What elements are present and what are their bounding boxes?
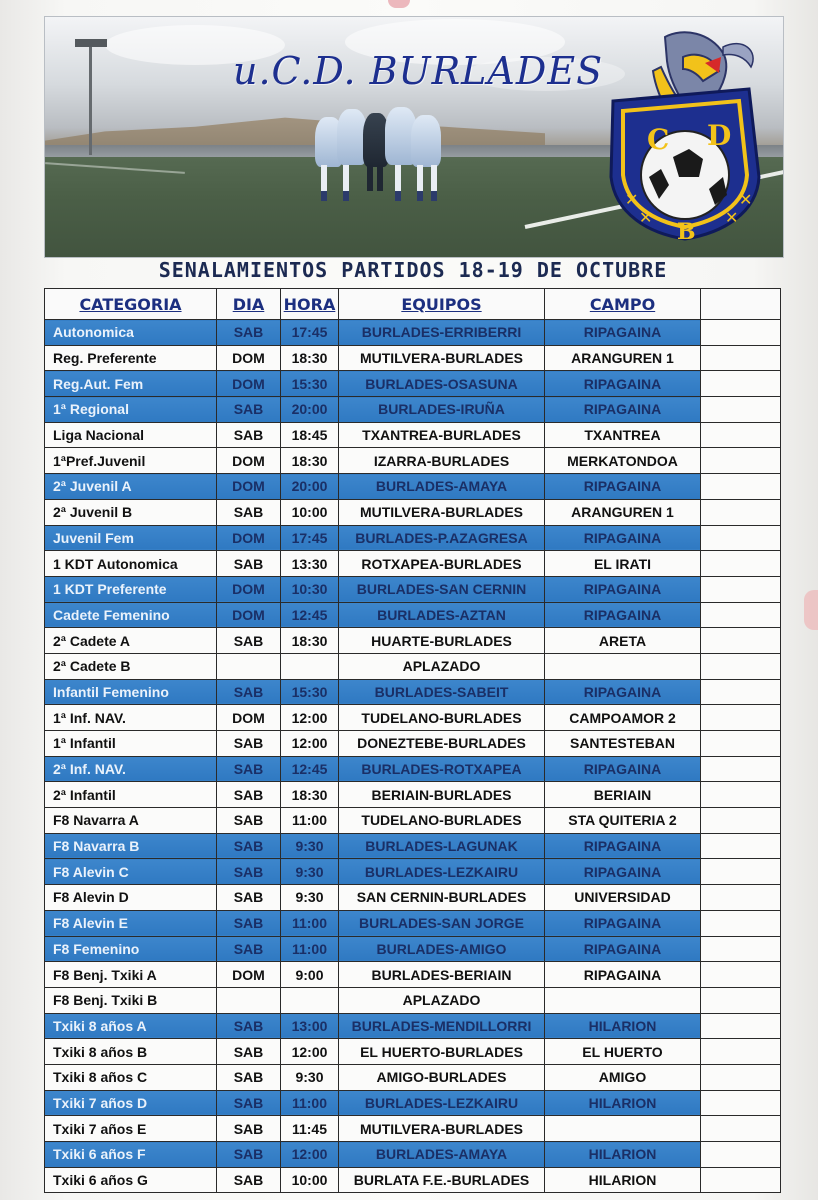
cell-hora: 11:45	[281, 1116, 339, 1142]
table-row	[45, 1142, 781, 1168]
crest-letter-bottom: B	[677, 219, 696, 245]
cell-eq: TUDELANO-BURLADES	[339, 808, 545, 834]
player-sock	[321, 191, 327, 201]
table-row	[45, 962, 781, 988]
player-sock	[395, 191, 401, 201]
cell-hora	[281, 987, 339, 1013]
cell-dia: SAB	[217, 422, 281, 448]
cell-blank	[701, 345, 781, 371]
cell-dia: DOM	[217, 525, 281, 551]
cell-hora	[281, 653, 339, 679]
table-row	[45, 808, 781, 834]
cell-cat: Txiki 8 años C	[45, 1064, 217, 1090]
cell-dia: DOM	[217, 602, 281, 628]
cell-blank	[701, 576, 781, 602]
table-row	[45, 602, 781, 628]
cell-hora: 18:45	[281, 422, 339, 448]
cell-cat: 2ª Cadete A	[45, 628, 217, 654]
cell-cat: 1ª Infantil	[45, 731, 217, 757]
table-row	[45, 345, 781, 371]
player-sock	[431, 191, 437, 201]
cell-hora: 12:00	[281, 705, 339, 731]
cell-blank	[701, 1039, 781, 1065]
cell-campo: HILARION	[545, 1167, 701, 1193]
cell-blank	[701, 1142, 781, 1168]
cell-dia	[217, 987, 281, 1013]
table-row	[45, 422, 781, 448]
cell-dia: SAB	[217, 756, 281, 782]
cell-blank	[701, 1116, 781, 1142]
cell-campo: EL IRATI	[545, 551, 701, 577]
table-row	[45, 397, 781, 423]
cell-campo: HILARION	[545, 1013, 701, 1039]
table-row	[45, 1064, 781, 1090]
cell-dia: SAB	[217, 1116, 281, 1142]
cell-eq: BURLADES-LEZKAIRU	[339, 1090, 545, 1116]
cell-campo	[545, 653, 701, 679]
cell-cat: 2ª Inf. NAV.	[45, 756, 217, 782]
player-leg	[367, 165, 373, 191]
cell-blank	[701, 422, 781, 448]
cell-dia: SAB	[217, 628, 281, 654]
cell-campo: RIPAGAINA	[545, 859, 701, 885]
table-row	[45, 474, 781, 500]
table-row	[45, 371, 781, 397]
cell-campo	[545, 987, 701, 1013]
cell-hora: 17:45	[281, 320, 339, 346]
cell-blank	[701, 1167, 781, 1193]
cell-hora: 12:00	[281, 1142, 339, 1168]
column-header-categoria: CATEGORIA	[45, 289, 217, 320]
cell-eq: MUTILVERA-BURLADES	[339, 345, 545, 371]
cell-blank	[701, 885, 781, 911]
cell-dia: SAB	[217, 1090, 281, 1116]
table-row	[45, 910, 781, 936]
cell-hora: 15:30	[281, 371, 339, 397]
cell-blank	[701, 987, 781, 1013]
floodlight-head	[75, 39, 107, 47]
cell-dia: SAB	[217, 1064, 281, 1090]
cell-cat: Txiki 7 años E	[45, 1116, 217, 1142]
cell-dia	[217, 653, 281, 679]
cell-dia: SAB	[217, 885, 281, 911]
cell-blank	[701, 705, 781, 731]
cell-blank	[701, 551, 781, 577]
red-mark-right	[804, 590, 818, 630]
cell-blank	[701, 731, 781, 757]
cell-eq: APLAZADO	[339, 653, 545, 679]
cell-blank	[701, 397, 781, 423]
cell-campo: TXANTREA	[545, 422, 701, 448]
cell-campo: MERKATONDOA	[545, 448, 701, 474]
cell-cat: Txiki 8 años A	[45, 1013, 217, 1039]
cell-cat: Reg.Aut. Fem	[45, 371, 217, 397]
cell-hora: 18:30	[281, 628, 339, 654]
table-row	[45, 705, 781, 731]
cell-eq: BURLADES-LEZKAIRU	[339, 859, 545, 885]
table-row	[45, 653, 781, 679]
cell-dia: SAB	[217, 808, 281, 834]
cell-hora: 20:00	[281, 474, 339, 500]
player-leg	[377, 165, 383, 191]
cell-dia: DOM	[217, 962, 281, 988]
column-header-hora: HORA	[281, 289, 339, 320]
cell-dia: SAB	[217, 731, 281, 757]
cell-eq: BURLADES-P.AZAGRESA	[339, 525, 545, 551]
cell-cat: Cadete Femenino	[45, 602, 217, 628]
table-row	[45, 1013, 781, 1039]
cell-cat: F8 Benj. Txiki B	[45, 987, 217, 1013]
cell-eq: BURLADES-AMIGO	[339, 936, 545, 962]
cell-hora: 11:00	[281, 936, 339, 962]
cell-hora: 20:00	[281, 397, 339, 423]
cell-dia: SAB	[217, 1039, 281, 1065]
cell-hora: 11:00	[281, 910, 339, 936]
cell-dia: SAB	[217, 1142, 281, 1168]
column-header-campo: CAMPO	[545, 289, 701, 320]
table-header-row	[45, 289, 781, 320]
cell-eq: APLAZADO	[339, 987, 545, 1013]
cell-eq: BURLADES-ROTXAPEA	[339, 756, 545, 782]
cell-campo: HILARION	[545, 1142, 701, 1168]
cell-hora: 18:30	[281, 448, 339, 474]
cell-dia: SAB	[217, 499, 281, 525]
cell-eq: BURLADES-AZTAN	[339, 602, 545, 628]
cell-cat: Txiki 7 años D	[45, 1090, 217, 1116]
cell-campo: AMIGO	[545, 1064, 701, 1090]
cell-blank	[701, 1064, 781, 1090]
cell-eq: BURLADES-IRUÑA	[339, 397, 545, 423]
table-row	[45, 499, 781, 525]
column-header-blank	[701, 289, 781, 320]
cell-blank	[701, 756, 781, 782]
floodlight-pole	[89, 43, 92, 155]
table-row	[45, 987, 781, 1013]
cell-eq: BURLADES-BERIAIN	[339, 962, 545, 988]
cell-campo: ARANGUREN 1	[545, 499, 701, 525]
cell-dia: DOM	[217, 345, 281, 371]
cell-hora: 10:00	[281, 1167, 339, 1193]
cell-eq: BURLADES-AMAYA	[339, 474, 545, 500]
cell-campo: RIPAGAINA	[545, 397, 701, 423]
cell-campo: RIPAGAINA	[545, 679, 701, 705]
cell-blank	[701, 833, 781, 859]
cell-cat: 1 KDT Autonomica	[45, 551, 217, 577]
cell-campo: RIPAGAINA	[545, 320, 701, 346]
cell-dia: DOM	[217, 474, 281, 500]
table-row	[45, 448, 781, 474]
cell-campo: ARETA	[545, 628, 701, 654]
cell-cat: Txiki 6 años G	[45, 1167, 217, 1193]
cell-eq: BURLADES-AMAYA	[339, 1142, 545, 1168]
cell-hora: 9:30	[281, 859, 339, 885]
cell-blank	[701, 371, 781, 397]
cell-cat: 1ªPref.Juvenil	[45, 448, 217, 474]
table-row	[45, 1167, 781, 1193]
cell-campo: UNIVERSIDAD	[545, 885, 701, 911]
cell-eq: BERIAIN-BURLADES	[339, 782, 545, 808]
cell-hora: 9:30	[281, 1064, 339, 1090]
cell-dia: SAB	[217, 551, 281, 577]
cell-eq: AMIGO-BURLADES	[339, 1064, 545, 1090]
table-row	[45, 782, 781, 808]
cell-cat: 2ª Juvenil B	[45, 499, 217, 525]
table-row	[45, 628, 781, 654]
cell-campo: SANTESTEBAN	[545, 731, 701, 757]
cell-hora: 9:00	[281, 962, 339, 988]
cell-campo: RIPAGAINA	[545, 576, 701, 602]
cell-dia: SAB	[217, 859, 281, 885]
cell-blank	[701, 320, 781, 346]
cell-hora: 9:30	[281, 833, 339, 859]
cell-blank	[701, 859, 781, 885]
table-row	[45, 885, 781, 911]
cell-campo: EL HUERTO	[545, 1039, 701, 1065]
cell-dia: SAB	[217, 397, 281, 423]
cell-campo: RIPAGAINA	[545, 602, 701, 628]
cell-cat: F8 Alevin C	[45, 859, 217, 885]
cell-eq: DONEZTEBE-BURLADES	[339, 731, 545, 757]
cell-eq: EL HUERTO-BURLADES	[339, 1039, 545, 1065]
club-title: u.C.D. BURLADES	[233, 49, 604, 93]
cell-dia: SAB	[217, 910, 281, 936]
table-row	[45, 320, 781, 346]
cell-cat: 2ª Infantil	[45, 782, 217, 808]
table-row	[45, 833, 781, 859]
cell-blank	[701, 936, 781, 962]
cell-blank	[701, 499, 781, 525]
cell-blank	[701, 679, 781, 705]
table-row	[45, 936, 781, 962]
cell-eq: ROTXAPEA-BURLADES	[339, 551, 545, 577]
schedule-rows	[45, 320, 781, 1193]
svg-text:✕: ✕	[739, 190, 753, 209]
cell-hora: 12:00	[281, 731, 339, 757]
cell-cat: 1ª Inf. NAV.	[45, 705, 217, 731]
cell-eq: BURLADES-LAGUNAK	[339, 833, 545, 859]
cell-campo: RIPAGAINA	[545, 371, 701, 397]
cell-campo: HILARION	[545, 1090, 701, 1116]
svg-text:✕: ✕	[725, 208, 739, 227]
player-sock	[417, 191, 423, 201]
cell-eq: BURLADES-SAN CERNIN	[339, 576, 545, 602]
cell-cat: 2ª Juvenil A	[45, 474, 217, 500]
player-sock	[343, 191, 349, 201]
cell-campo: RIPAGAINA	[545, 833, 701, 859]
cell-blank	[701, 962, 781, 988]
cell-blank	[701, 474, 781, 500]
cell-dia: DOM	[217, 705, 281, 731]
cell-dia: SAB	[217, 320, 281, 346]
table-row	[45, 525, 781, 551]
cell-hora: 11:00	[281, 808, 339, 834]
cell-hora: 12:45	[281, 756, 339, 782]
cell-cat: 1 KDT Preferente	[45, 576, 217, 602]
cell-blank	[701, 602, 781, 628]
table-row	[45, 1090, 781, 1116]
cell-dia: SAB	[217, 679, 281, 705]
column-header-equipos: EQUIPOS	[339, 289, 545, 320]
cell-blank	[701, 628, 781, 654]
player	[411, 115, 441, 167]
table-row	[45, 679, 781, 705]
cell-eq: BURLADES-SABEIT	[339, 679, 545, 705]
cell-dia: SAB	[217, 1167, 281, 1193]
table-row	[45, 859, 781, 885]
cell-cat: F8 Navarra B	[45, 833, 217, 859]
cell-cat: Reg. Preferente	[45, 345, 217, 371]
cell-blank	[701, 1090, 781, 1116]
schedule-table	[44, 288, 781, 1193]
cell-hora: 18:30	[281, 782, 339, 808]
svg-text:✕: ✕	[625, 190, 639, 209]
player-leg	[431, 165, 437, 191]
player-leg	[417, 165, 423, 191]
player-leg	[395, 165, 401, 191]
cell-campo: RIPAGAINA	[545, 910, 701, 936]
cell-campo: CAMPOAMOR 2	[545, 705, 701, 731]
cell-hora: 13:30	[281, 551, 339, 577]
cell-blank	[701, 808, 781, 834]
cell-blank	[701, 525, 781, 551]
cell-eq: BURLADES-OSASUNA	[339, 371, 545, 397]
cell-cat: Txiki 6 años F	[45, 1142, 217, 1168]
cell-campo: STA QUITERIA 2	[545, 808, 701, 834]
cell-hora: 18:30	[281, 345, 339, 371]
cell-campo: RIPAGAINA	[545, 756, 701, 782]
player-leg	[321, 165, 327, 191]
cell-hora: 12:00	[281, 1039, 339, 1065]
cell-blank	[701, 448, 781, 474]
cell-eq: IZARRA-BURLADES	[339, 448, 545, 474]
table-row	[45, 1116, 781, 1142]
cell-hora: 11:00	[281, 1090, 339, 1116]
crest-letter-left: C	[647, 123, 670, 156]
cell-campo: RIPAGAINA	[545, 474, 701, 500]
cell-campo: BERIAIN	[545, 782, 701, 808]
cell-eq: MUTILVERA-BURLADES	[339, 499, 545, 525]
cell-blank	[701, 1013, 781, 1039]
cell-dia: DOM	[217, 576, 281, 602]
cell-hora: 10:00	[281, 499, 339, 525]
cell-eq: BURLATA F.E.-BURLADES	[339, 1167, 545, 1193]
svg-text:✕: ✕	[639, 208, 653, 227]
cell-dia: SAB	[217, 782, 281, 808]
column-header-dia: DIA	[217, 289, 281, 320]
cell-cat: F8 Benj. Txiki A	[45, 962, 217, 988]
cell-dia: SAB	[217, 1013, 281, 1039]
club-crest-icon	[573, 27, 773, 247]
cell-eq: BURLADES-MENDILLORRI	[339, 1013, 545, 1039]
cell-cat: Txiki 8 años B	[45, 1039, 217, 1065]
player-leg	[343, 165, 349, 191]
team-huddle-photo	[307, 103, 457, 207]
cell-hora: 15:30	[281, 679, 339, 705]
table-row	[45, 576, 781, 602]
cell-hora: 17:45	[281, 525, 339, 551]
cell-cat: F8 Navarra A	[45, 808, 217, 834]
table-row	[45, 551, 781, 577]
cell-eq: HUARTE-BURLADES	[339, 628, 545, 654]
cell-cat: 1ª Regional	[45, 397, 217, 423]
page-title: SENALAMIENTOS PARTIDOS 18-19 DE OCTUBRE	[158, 258, 668, 282]
table-row	[45, 756, 781, 782]
cell-cat: 2ª Cadete B	[45, 653, 217, 679]
cell-eq: MUTILVERA-BURLADES	[339, 1116, 545, 1142]
cell-cat: Infantil Femenino	[45, 679, 217, 705]
cell-eq: TUDELANO-BURLADES	[339, 705, 545, 731]
header-banner	[44, 16, 784, 258]
cell-cat: F8 Femenino	[45, 936, 217, 962]
cell-campo: ARANGUREN 1	[545, 345, 701, 371]
cell-eq: BURLADES-ERRIBERRI	[339, 320, 545, 346]
cell-cat: Juvenil Fem	[45, 525, 217, 551]
cell-dia: SAB	[217, 833, 281, 859]
cell-hora: 9:30	[281, 885, 339, 911]
cell-eq: SAN CERNIN-BURLADES	[339, 885, 545, 911]
table-row	[45, 1039, 781, 1065]
cell-campo: RIPAGAINA	[545, 962, 701, 988]
cell-cat: Autonomica	[45, 320, 217, 346]
cell-dia: DOM	[217, 448, 281, 474]
cell-hora: 13:00	[281, 1013, 339, 1039]
cell-blank	[701, 782, 781, 808]
cell-hora: 12:45	[281, 602, 339, 628]
cell-cat: Liga Nacional	[45, 422, 217, 448]
cell-dia: SAB	[217, 936, 281, 962]
table-row	[45, 731, 781, 757]
cell-campo: RIPAGAINA	[545, 936, 701, 962]
cell-campo	[545, 1116, 701, 1142]
cell-blank	[701, 910, 781, 936]
cell-dia: DOM	[217, 371, 281, 397]
cell-cat: F8 Alevin D	[45, 885, 217, 911]
cell-eq: BURLADES-SAN JORGE	[339, 910, 545, 936]
cell-eq: TXANTREA-BURLADES	[339, 422, 545, 448]
cell-cat: F8 Alevin E	[45, 910, 217, 936]
cell-blank	[701, 653, 781, 679]
cell-campo: RIPAGAINA	[545, 525, 701, 551]
crest-letter-right: D	[707, 119, 732, 152]
cell-hora: 10:30	[281, 576, 339, 602]
